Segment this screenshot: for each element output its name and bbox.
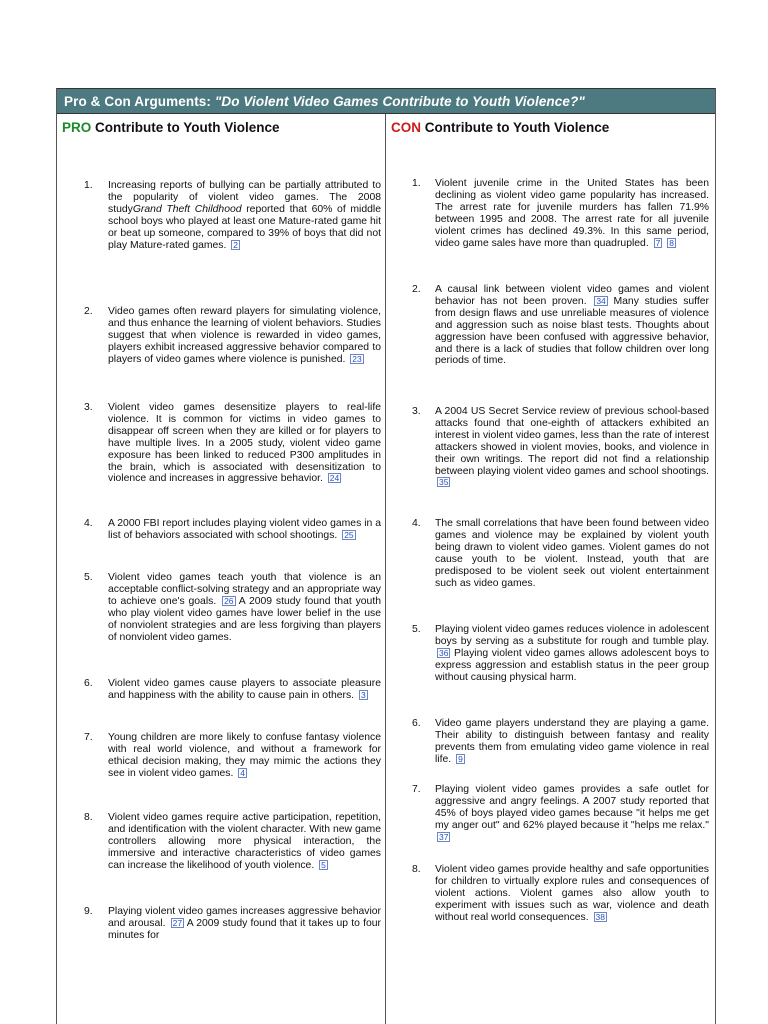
item-text-pre: Increasing reports of bullying can be partially attributed to the popularity of violent video games. The 2008 study xyxy=(108,180,381,215)
pro-con-table xyxy=(56,88,716,1024)
citation-link[interactable]: 5 xyxy=(321,859,326,870)
pro-heading xyxy=(62,120,280,135)
item-text-body: A 2000 FBI report includes playing violent video games in a list of behaviors associated with school shootings. xyxy=(108,518,381,541)
item-text xyxy=(435,784,709,844)
item-number: 2. xyxy=(84,306,93,317)
item-text-body: Playing violent video games increases aggressive behavior and arousal. xyxy=(108,906,381,929)
citation-link[interactable]: 36 xyxy=(439,647,449,658)
citation-link[interactable]: 3 xyxy=(360,689,366,700)
title-question: "Do Violent Video Games Contribute to Youth Violence?" xyxy=(214,94,585,109)
item-text-body: Violent video games teach youth that violence is an acceptable conflict-solving strategy and an appropriate way to achieve one's goals. xyxy=(108,572,381,607)
item-text xyxy=(435,284,709,367)
citation-link[interactable]: 26 xyxy=(224,595,234,606)
citation-link[interactable]: 2 xyxy=(233,239,239,250)
item-text xyxy=(108,572,381,643)
item-number: 5. xyxy=(84,572,93,583)
item-text-body: A 2004 US Secret Service review of previous school-based attacks found that one-eighth of attackers exhibited an interest in violent video games, less than the rate of interest attackers showed in violent movies, books, and violence in their own writings. The report did not find a relationship between playing violent video games and school shootings. xyxy=(435,406,709,477)
item-number: 1. xyxy=(412,178,421,189)
item-number: 7. xyxy=(412,784,421,795)
item-number: 4. xyxy=(84,518,93,529)
item-text xyxy=(108,518,381,542)
citation-link[interactable]: 23 xyxy=(352,353,362,364)
citation-link[interactable]: 4 xyxy=(240,767,245,778)
item-text xyxy=(435,518,709,589)
citation-link[interactable]: 8 xyxy=(669,237,674,248)
item-number: 1. xyxy=(84,180,93,191)
page-title xyxy=(64,94,585,109)
item-text xyxy=(435,178,709,249)
citation-link[interactable]: 25 xyxy=(344,529,354,540)
item-text xyxy=(435,718,709,766)
item-text-body: Violent video games require active participation, repetition, and identification with the violent character. With new game controllers allowing more physical interaction, the immersive and interactive characteristics of video games can increase the likelihood of youth violence. xyxy=(108,812,381,871)
citation-link[interactable]: 7 xyxy=(655,237,661,248)
item-text-body: A causal link between violent video games and violent behavior has not been proven. xyxy=(435,284,709,307)
item-number: 2. xyxy=(412,284,421,295)
pro-tag: PRO xyxy=(62,120,92,135)
item-number: 6. xyxy=(412,718,421,729)
item-number: 6. xyxy=(84,678,93,689)
item-text xyxy=(108,812,381,872)
citation-link[interactable]: 35 xyxy=(439,477,449,488)
item-text-body: Young children are more likely to confuse fantasy violence with real world violence, and without a framework for ethical decision making, they may mimic the actions they see in violent video games. xyxy=(108,732,381,779)
item-text xyxy=(435,406,709,489)
item-text-post: A 2009 study found that it takes up to four minutes for xyxy=(108,917,381,941)
item-number: 8. xyxy=(84,812,93,823)
item-text-italic: Grand Theft Childhood xyxy=(132,203,242,215)
item-text xyxy=(108,180,381,251)
item-number: 9. xyxy=(84,906,93,917)
item-text-body: Video game players understand they are playing a game. Their ability to distinguish between fantasy and reality prevents them from emulating video game violence in real life. xyxy=(435,718,709,765)
citation-link[interactable]: 34 xyxy=(596,295,606,306)
item-number: 5. xyxy=(412,624,421,635)
pro-heading-text: Contribute to Youth Violence xyxy=(91,120,280,135)
con-column xyxy=(386,114,715,1024)
item-text xyxy=(108,678,381,702)
pro-column xyxy=(57,114,386,1024)
item-text-body: Violent juvenile crime in the United States has been declining as violent video game popularity has increased. The arrest rate for juvenile murders has fallen 71.9% between 1995 and 2008. The arrest rate for all juvenile violent crimes has declined 49.3%. In this same period, video game sales have more than quadrupled. xyxy=(435,178,709,249)
citation-link[interactable]: 24 xyxy=(329,473,340,484)
item-text-post: Playing violent video games allows adolescent boys to express aggression and establish status in the peer group without causing physical harm. xyxy=(435,647,709,683)
item-text-body: Playing violent video games reduces violence in adolescent boys by serving as a substitute for rough and tumble play. xyxy=(435,624,709,647)
con-heading-text: Contribute to Youth Violence xyxy=(421,120,610,135)
citation-link[interactable]: 37 xyxy=(439,831,449,842)
citation-link[interactable]: 38 xyxy=(595,911,605,922)
item-text-post: Many studies suffer from design flaws and use unreliable measures of violence and aggression such as noise blast tests. Thoughts about aggression have been confused with aggressive behavior, and there is a lack of studies that follow children over long periods of time. xyxy=(435,295,709,367)
item-text-post: A 2009 study found that youth who play violent video games have lower belief in the use of nonviolent strategies and are less forgiving than players of nonviolent video games. xyxy=(108,595,381,643)
item-number: 8. xyxy=(412,864,421,875)
item-text-body: Violent video games provide healthy and safe opportunities for children to virtually explore rules and consequences of violent actions. Violent games also allow youth to experiment with issues such as war, violence and death without real world consequences. xyxy=(435,864,709,923)
item-text-body: The small correlations that have been found between video games and violence may be explained by violent youth being drawn to violent video games. Violent games do not cause youth to be violent. Instead, youth that are predisposed to be violent seek out violent entertainment such as video games. xyxy=(435,518,709,589)
con-tag: CON xyxy=(391,120,421,135)
item-text xyxy=(108,732,381,780)
item-text xyxy=(108,402,381,485)
item-number: 7. xyxy=(84,732,93,743)
item-text-body: Video games often reward players for simulating violence, and thus enhance the learning of violent behaviors. Studies suggest that when violence is rewarded in video games, players exhibit increased aggressive behavior compared to players of video games where violence is punished. xyxy=(108,306,381,365)
item-number: 3. xyxy=(84,402,93,413)
item-text xyxy=(108,306,381,366)
item-text-body: reported that 60% of middle school boys who played at least one Mature-rated game hit or beat up someone, compared to 39% of boys that did not play Mature-rated games. xyxy=(108,203,382,251)
citation-link[interactable]: 27 xyxy=(172,917,183,928)
title-prefix: Pro & Con Arguments: xyxy=(64,94,215,109)
item-number: 4. xyxy=(412,518,421,529)
item-text-body: Violent video games cause players to associate pleasure and happiness with the ability to cause pain in others. xyxy=(108,678,381,701)
item-text-body: Playing violent video games provides a safe outlet for aggressive and angry feelings. A 2007 study reported that 45% of boys played video games because "it helps me get my anger out" and 62% played because it "helps me relax." xyxy=(435,784,709,831)
item-text xyxy=(435,624,709,684)
item-number: 3. xyxy=(412,406,421,417)
con-heading xyxy=(391,120,609,135)
citation-link[interactable]: 9 xyxy=(458,753,463,764)
item-text-body: Violent video games desensitize players to real-life violence. It is common for victims in video games to disappear off screen when they are killed or for players to have multiple lives. In a 2005 study, violent video game exposure has been linked to reduced P300 amplitudes in the brain, which is associated with desensitization to violence and increases in aggressive behavior. xyxy=(108,402,381,485)
item-text xyxy=(435,864,709,924)
title-bar xyxy=(57,88,715,114)
item-text xyxy=(108,906,381,942)
